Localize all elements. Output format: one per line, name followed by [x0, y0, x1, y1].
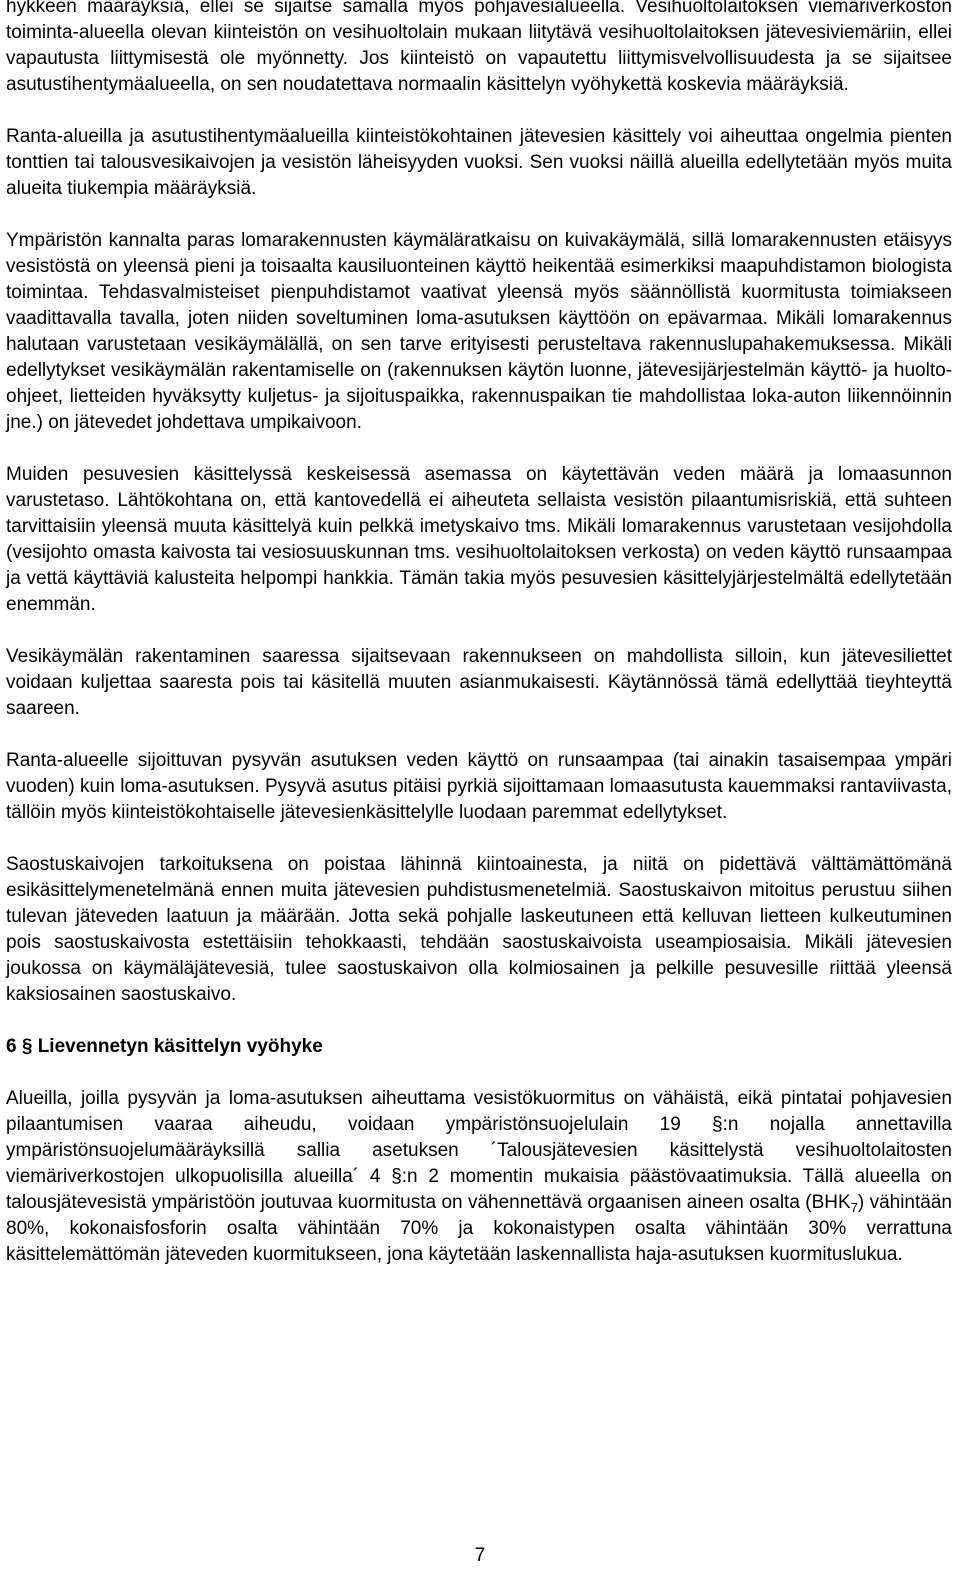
paragraph-3: Ympäristön kannalta paras lomarakennusten käymäläratkaisu on kuivakäymälä, sillä lomarakennusten etäisyys vesistöstä on yleensä pieni ja toisaalta kausiluonteinen käyttö heikentää esimerkiksi maapuhdistamon biologista toimintaa. Tehdasvalmisteiset pienpuhdistamot vaativat yleensä myös säännöllistä kuormitusta toimiakseen vaadittavalla tavalla, joten niiden soveltuminen loma-asutuksen käyttöön on epävarmaa. Mikäli lomarakennus halutaan varustetaan vesikäymälällä, on sen tarve erityisesti perusteltava rakennuslupahakemuksessa. Mikäli edellytykset vesikäymälän rakentamiselle on (rakennuksen käytön luonne, jätevesijärjestelmän käyttö- ja huolto-ohjeet, lietteiden hyväksytty kuljetus- ja sijoituspaikka, rakennuspaikan tie mahdollistaa loka-auton liikennöinnin jne.) on jätevedet johdettava umpikaivoon.: [6, 230, 952, 433]
document-page: [6, 0, 952, 1294]
paragraph-8-text-before: Alueilla, joilla pysyvän ja loma-asutuksen aiheuttama vesistökuormitus on vähäistä, eikä pintatai pohjavesien pilaantumisen vaaraa aiheudu, voidaan ympäristönsuojelulain 19 §:n nojalla annettavilla ympäristönsuojelumääräyksillä sallia asetuksen ´Talousjätevesien käsittelystä vesihuoltolaitosten viemäriverkostojen ulkopuolisilla alueilla´ 4 §:n 2 momentin mukaisia päästövaatimuksia. Tällä alueella on talousjätevesistä ympäristöön joutuvaa kuormitusta on vähennettävä orgaanisen aineen osalta (BHK: [6, 1088, 952, 1213]
paragraph-8: [6, 1086, 952, 1268]
paragraph-8-text-after: ) vähintään 80%, kokonaisfosforin osalta vähintään 70% ja kokonaistypen osalta vähintään 30% verrattuna käsittelemättömän jäteveden kuormitukseen, jona käytetään laskennallista haja-asutuksen kuormituslukua.: [6, 1192, 952, 1265]
paragraph-2: Ranta-alueilla ja asutustihentymäalueilla kiinteistökohtainen jätevesien käsittely voi aiheuttaa ongelmia pienten tonttien tai talousvesikaivojen ja vesistön läheisyyden vuoksi. Sen vuoksi näillä alueilla edellytetään myös muita alueita tiukempia määräyksiä.: [6, 126, 952, 199]
section-heading: 6 § Lievennetyn käsittelyn vyöhyke: [6, 1036, 323, 1057]
paragraph-4: Muiden pesuvesien käsittelyssä keskeisessä asemassa on käytettävän veden määrä ja lomaasunnon varustetaso. Lähtökohtana on, että kantovedellä ei aiheuteta sellaista vesistön pilaantumisriskiä, että suhteen tarvittaisiin yleensä muuta käsittelyä kuin pelkkä imetyskaivo tms. Mikäli lomarakennus varustetaan vesijohdolla (vesijohto omasta kaivosta tai vesiosuuskunnan tms. vesihuoltolaitoksen verkosta) on veden käyttö runsaampaa ja vettä käyttäviä kalusteita helpompi hankkia. Tämän takia myös pesuvesien käsittelyjärjestelmältä edellytetään enemmän.: [6, 464, 952, 615]
paragraph-5: Vesikäymälän rakentaminen saaressa sijaitsevaan rakennukseen on mahdollista silloin, kun jätevesiliettet voidaan kuljettaa saaresta pois tai käsitellä muuten asianmukaisesti. Käytännössä tämä edellyttää tieyhteyttä saareen.: [6, 646, 952, 719]
paragraph-6: Ranta-alueelle sijoittuvan pysyvän asutuksen veden käyttö on runsaampaa (tai ainakin tasaisempaa ympäri vuoden) kuin loma-asutuksen. Pysyvä asutus pitäisi pyrkiä sijoittamaan lomaasutusta kauemmaksi rantaviivasta, tällöin myös kiinteistökohtaiselle jätevesienkäsittelylle luodaan paremmat edellytykset.: [6, 750, 952, 823]
paragraph-7: Saostuskaivojen tarkoituksena on poistaa lähinnä kiintoainesta, ja niitä on pidettävä välttämättömänä esikäsittelymenetelmänä ennen muita jätevesien puhdistusmenetelmiä. Saostuskaivon mitoitus perustuu siihen tulevan jäteveden laatuun ja määrään. Jotta sekä pohjalle laskeutuneen että kelluvan lietteen kulkeutuminen pois saostuskaivosta estettäisiin tehokkaasti, tehdään saostuskaivoista useampiosaisia. Mikäli jätevesien joukossa on käymäläjätevesiä, tulee saostuskaivon olla kolmiosainen ja pelkille pesuvesille riittää yleensä kaksiosainen saostuskaivo.: [6, 854, 952, 1005]
paragraph-1: hykkeen määräyksiä, ellei se sijaitse samalla myös pohjavesialueella. Vesihuoltolaitoksen viemäriverkoston toiminta-alueella olevan kiinteistön on vesihuoltolain mukaan liitytävä vesihuoltolaitoksen jätevesiviemäriin, ellei vapautusta liittymisestä ole myönnetty. Jos kiinteistö on vapautettu liittymisvelvollisuudesta ja se sijaitsee asutustihentymäalueella, on sen noudatettava normaalin käsittelyn vyöhykettä koskevia määräyksiä.: [6, 0, 952, 95]
bhk-subscript: 7: [850, 1200, 858, 1215]
page-number: 7: [474, 1545, 486, 1566]
